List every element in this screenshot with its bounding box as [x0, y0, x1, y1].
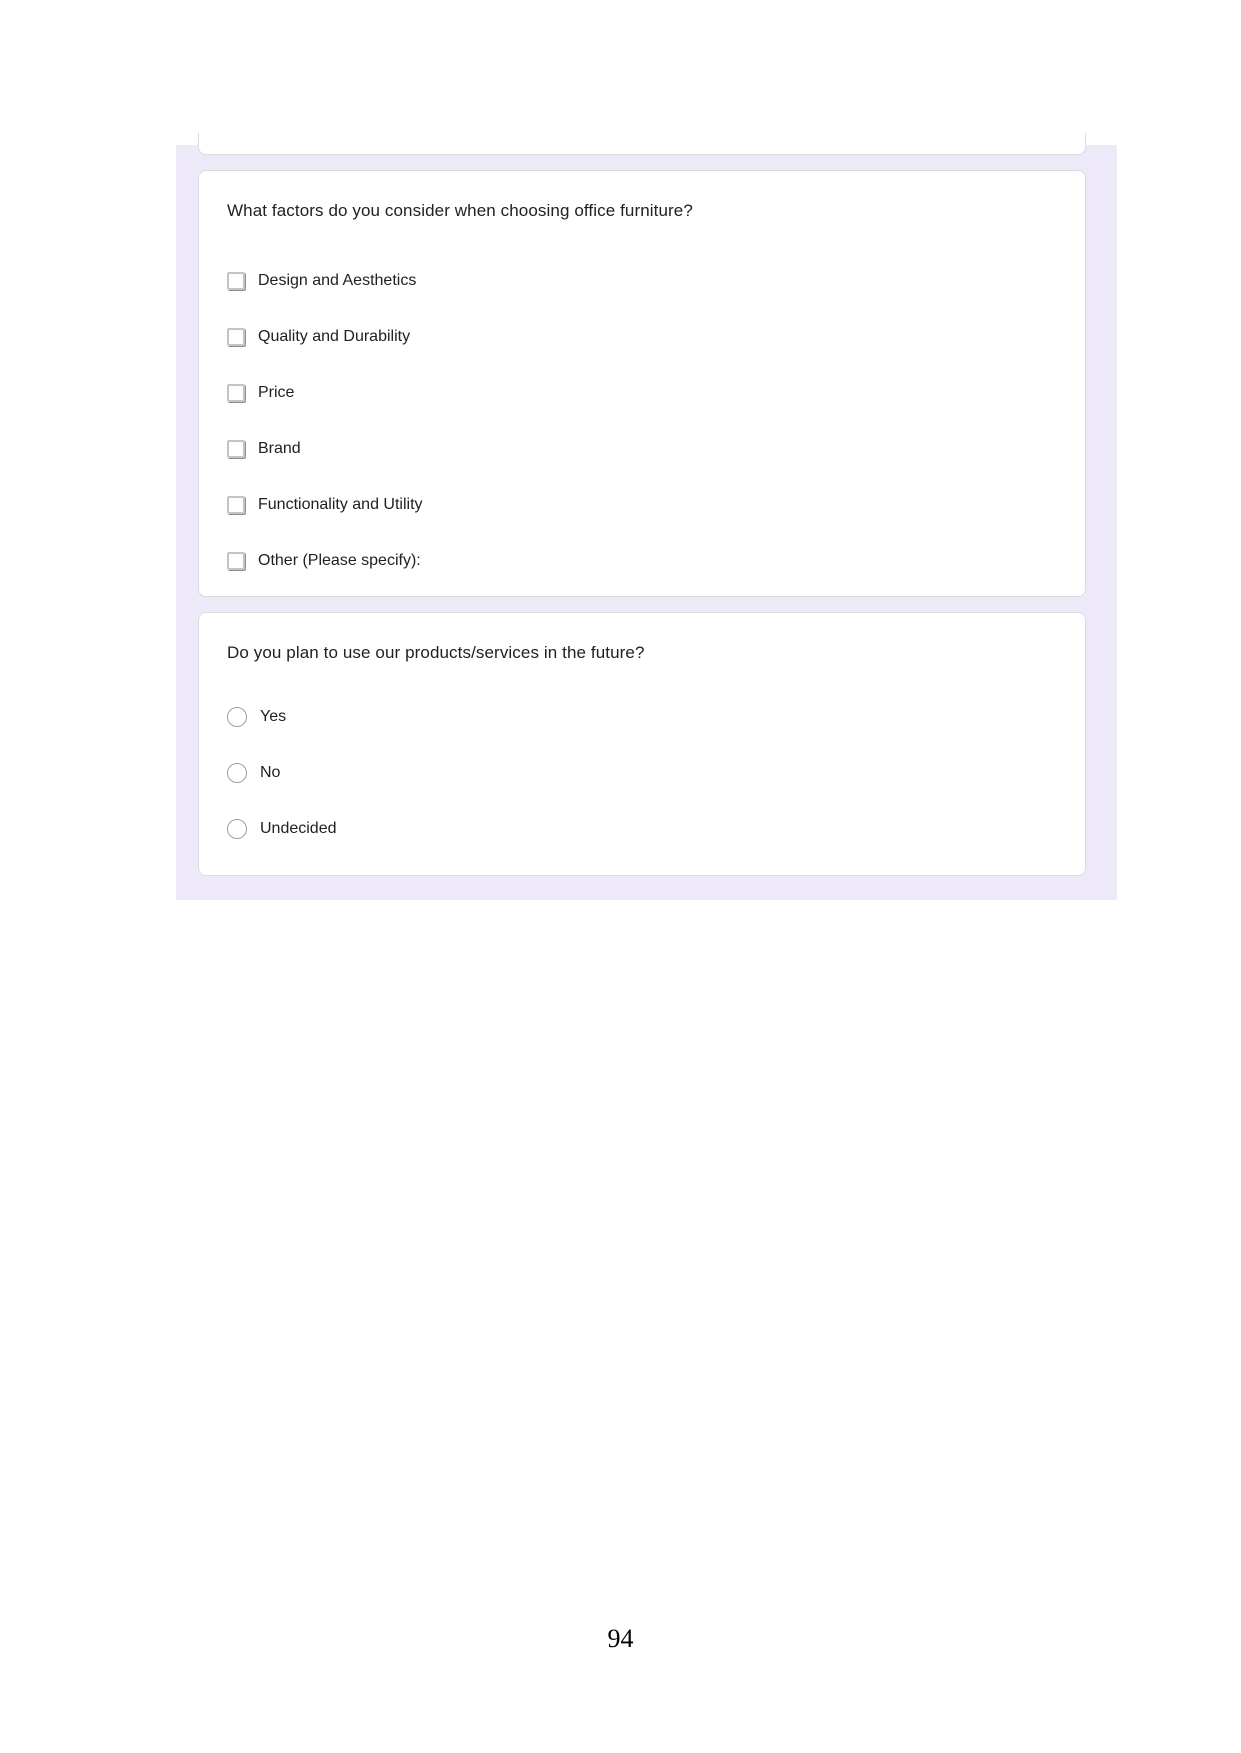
- checkbox-option-price[interactable]: [227, 365, 423, 421]
- option-label: Undecided: [260, 820, 337, 837]
- question-card-office-furniture-factors: [198, 170, 1086, 597]
- form-background: [176, 145, 1117, 900]
- radio-option-undecided[interactable]: [227, 801, 337, 857]
- option-label: Design and Aesthetics: [258, 272, 417, 289]
- option-label: Quality and Durability: [258, 328, 411, 345]
- checkbox-group: [227, 253, 423, 589]
- radio-button[interactable]: [227, 819, 247, 839]
- checkbox-option-other[interactable]: [227, 533, 423, 589]
- checkbox[interactable]: [227, 328, 245, 346]
- page-number: 94: [607, 1624, 634, 1653]
- option-label: Brand: [258, 440, 301, 457]
- previous-question-card: [198, 133, 1086, 155]
- checkbox[interactable]: [227, 552, 245, 570]
- checkbox[interactable]: [227, 496, 245, 514]
- option-label: No: [260, 764, 281, 781]
- checkbox[interactable]: [227, 272, 245, 290]
- checkbox[interactable]: [227, 440, 245, 458]
- option-label: Functionality and Utility: [258, 496, 423, 513]
- question-title: Do you plan to use our products/services in the future?: [227, 643, 645, 662]
- option-label: Other (Please specify):: [258, 552, 421, 569]
- checkbox-option-functionality-utility[interactable]: [227, 477, 423, 533]
- checkbox-option-design-aesthetics[interactable]: [227, 253, 423, 309]
- option-label: Price: [258, 384, 295, 401]
- question-title: What factors do you consider when choosing office furniture?: [227, 201, 693, 220]
- radio-button[interactable]: [227, 763, 247, 783]
- question-card-future-use: [198, 612, 1086, 876]
- radio-option-no[interactable]: [227, 745, 337, 801]
- radio-option-yes[interactable]: [227, 689, 337, 745]
- checkbox-option-brand[interactable]: [227, 421, 423, 477]
- option-label: Yes: [260, 708, 287, 725]
- radio-group: [227, 689, 337, 857]
- checkbox-option-quality-durability[interactable]: [227, 309, 423, 365]
- checkbox[interactable]: [227, 384, 245, 402]
- radio-button[interactable]: [227, 707, 247, 727]
